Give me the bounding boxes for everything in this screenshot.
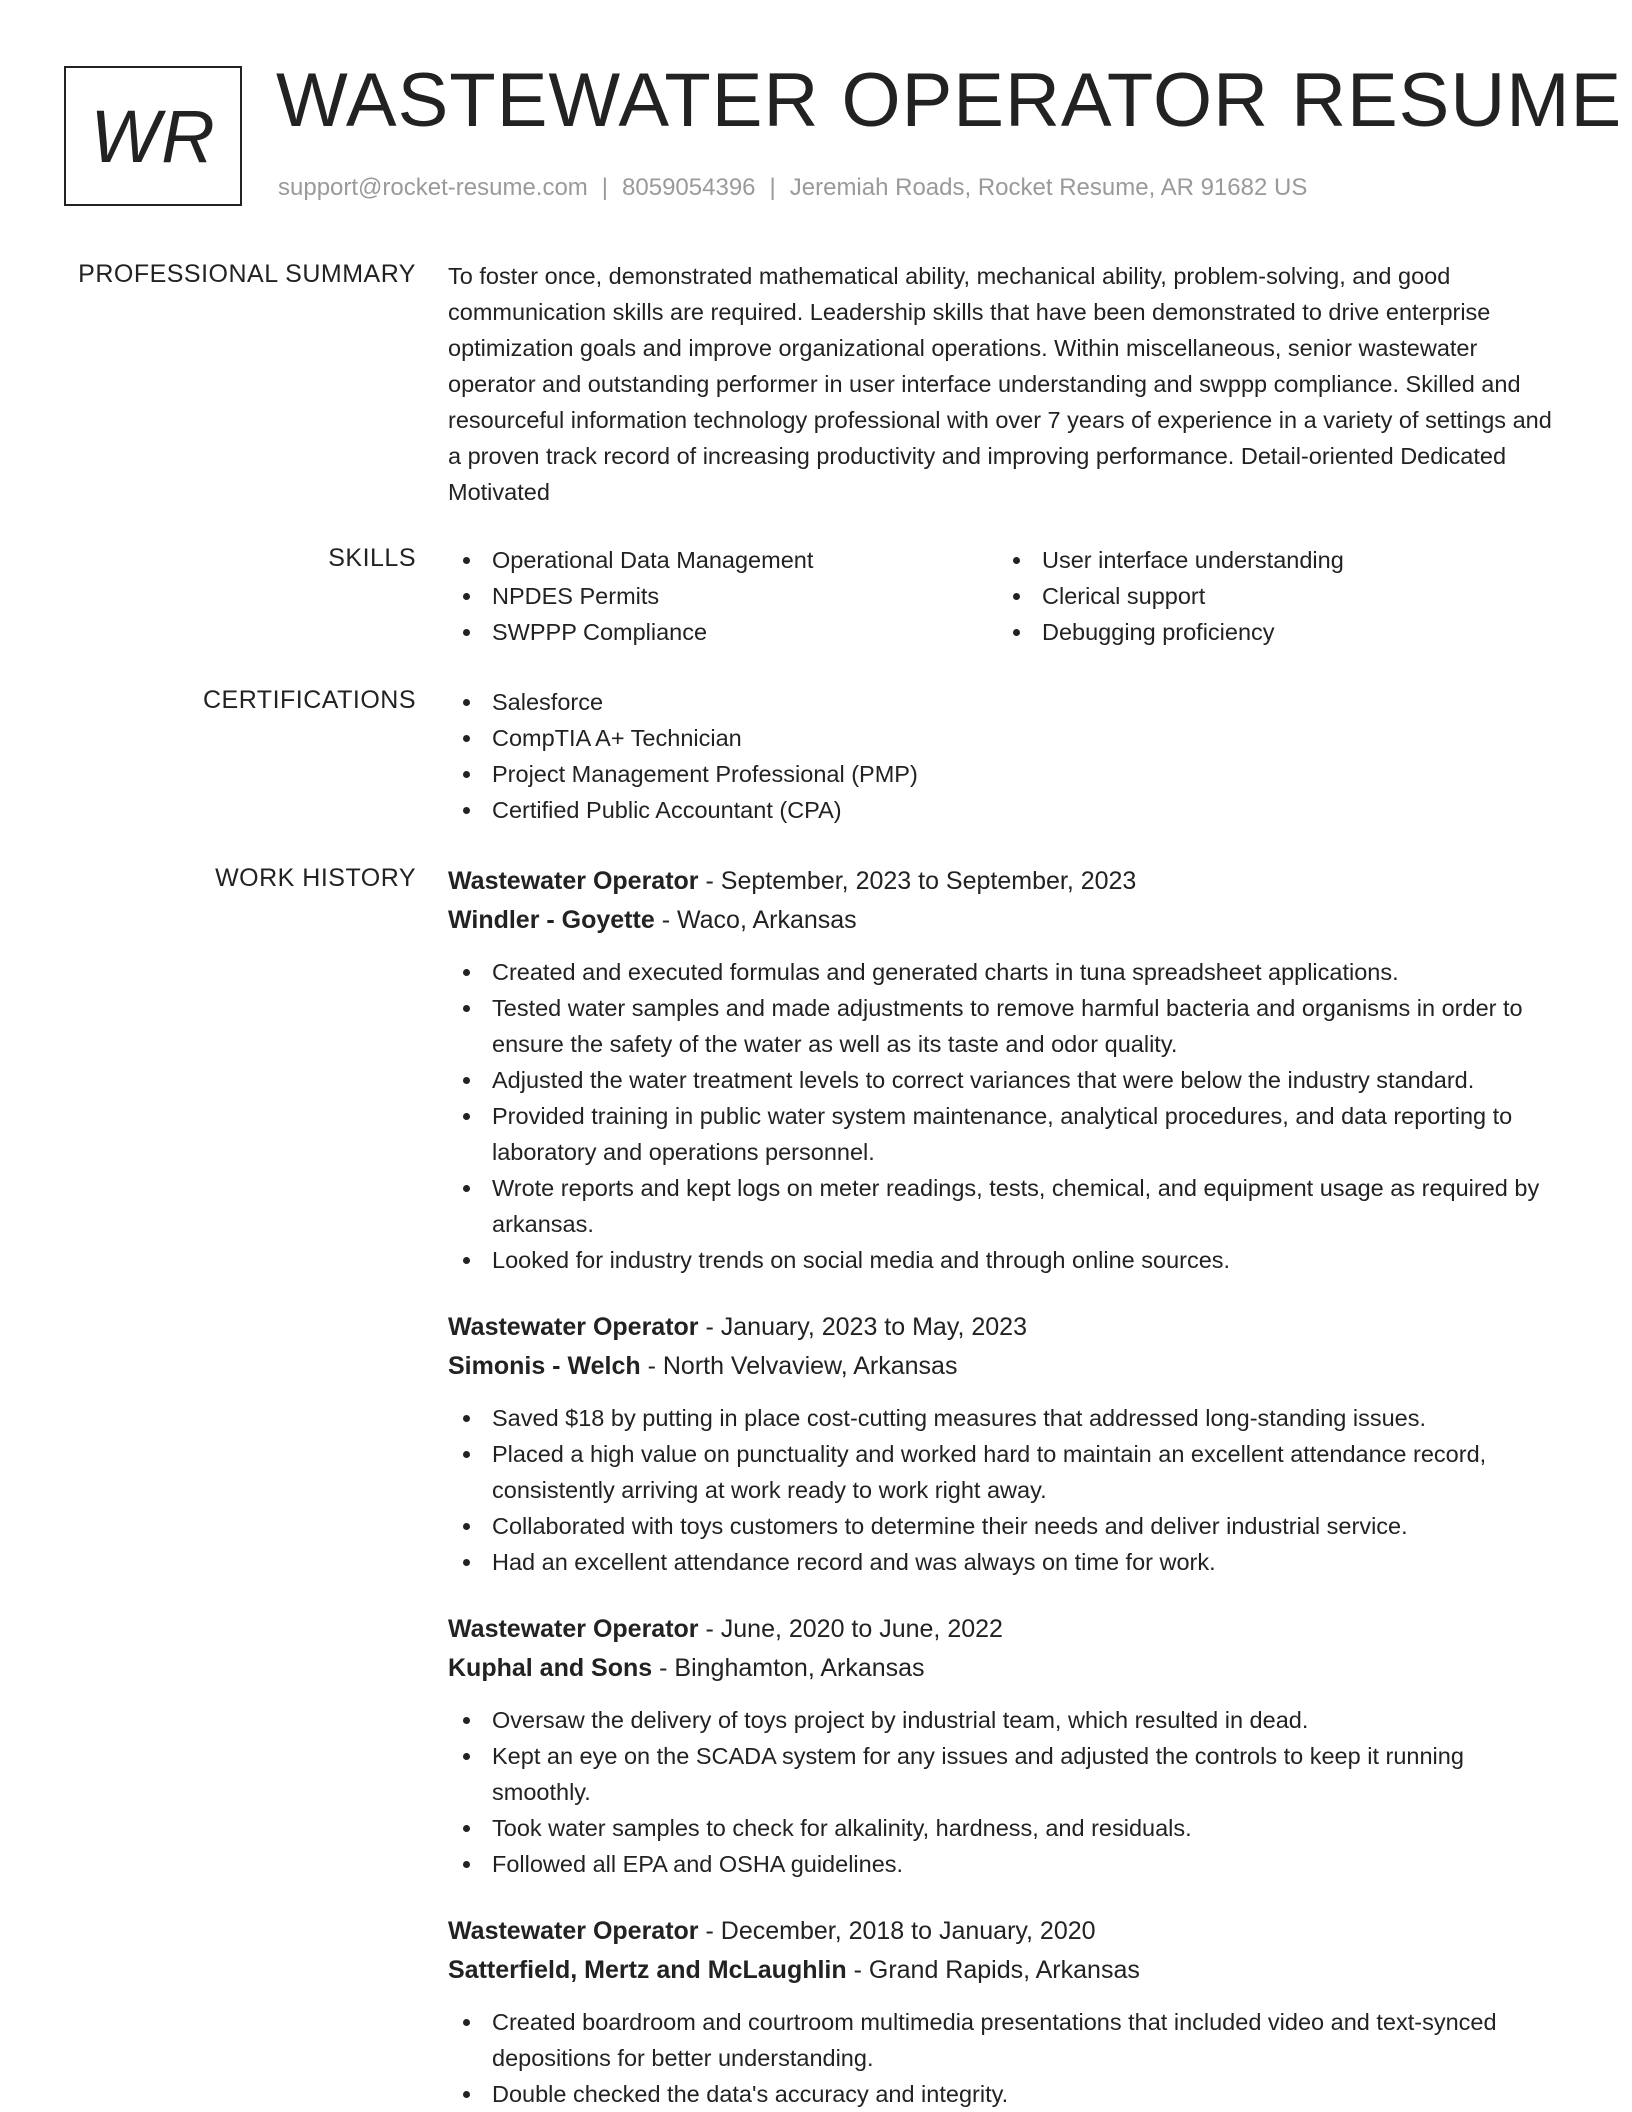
contact-line (278, 174, 1307, 202)
contact-separator: | (601, 174, 609, 201)
job-entry (448, 1610, 1568, 1882)
job-location: - Binghamton, Arkansas (652, 1654, 925, 1682)
list-item: Wrote reports and kept logs on meter readings, tests, chemical, and equipment usage as required by arkansas. (448, 1170, 1568, 1242)
job-dates: - January, 2023 to May, 2023 (698, 1313, 1027, 1341)
skills-list-left (448, 542, 998, 650)
section-label-certifications: CERTIFICATIONS (202, 686, 416, 714)
list-item: Had an excellent attendance record and was always on time for work. (448, 1544, 1568, 1580)
list-item: Operational Data Management (448, 542, 998, 578)
job-title: Wastewater Operator (448, 867, 699, 895)
certifications-list (448, 684, 1568, 828)
job-entry (448, 862, 1568, 1278)
list-item: Adjusted the water treatment levels to correct variances that were below the industry standard. (448, 1062, 1568, 1098)
list-item: NPDES Permits (448, 578, 998, 614)
job-entry (448, 1912, 1568, 2112)
job-bullets (448, 1400, 1568, 1580)
job-bullets (448, 2004, 1568, 2112)
job-title-line (448, 862, 1568, 901)
list-item: Looked for industry trends on social media and through online sources. (448, 1242, 1568, 1278)
job-location: - Grand Rapids, Arkansas (846, 1956, 1140, 1984)
work-history-body (448, 862, 1568, 2112)
list-item: SWPPP Compliance (448, 614, 998, 650)
skills-list-right (998, 542, 1548, 650)
job-title: Wastewater Operator (448, 1313, 699, 1341)
list-item: Followed all EPA and OSHA guidelines. (448, 1846, 1568, 1882)
list-item: Double checked the data's accuracy and integrity. (448, 2076, 1568, 2112)
skills-body (448, 542, 1568, 650)
summary-body (448, 258, 1568, 510)
job-location: - Waco, Arkansas (654, 906, 857, 934)
job-company-line (448, 1649, 1568, 1688)
list-item: Oversaw the delivery of toys project by industrial team, which resulted in dead. (448, 1702, 1568, 1738)
certifications-body (448, 684, 1568, 828)
section-label-skills: SKILLS (328, 544, 416, 572)
list-item: Created boardroom and courtroom multimedia presentations that included video and text-synced depositions for better understanding. (448, 2004, 1568, 2076)
job-title: Wastewater Operator (448, 1615, 699, 1643)
list-item: Kept an eye on the SCADA system for any issues and adjusted the controls to keep it running smoothly. (448, 1738, 1568, 1810)
monogram-logo: WR (64, 66, 242, 206)
job-company: Windler - Goyette (448, 906, 655, 934)
list-item: Clerical support (998, 578, 1548, 614)
section-label-summary: PROFESSIONAL SUMMARY (78, 260, 416, 288)
list-item: Placed a high value on punctuality and worked hard to maintain an excellent attendance record, consistently arriving at work ready to work right away. (448, 1436, 1568, 1508)
job-bullets (448, 954, 1568, 1278)
contact-address: Jeremiah Roads, Rocket Resume, AR 91682 US (789, 174, 1308, 201)
job-company-line (448, 901, 1568, 940)
list-item: Collaborated with toys customers to determine their needs and deliver industrial service. (448, 1508, 1568, 1544)
list-item: Provided training in public water system maintenance, analytical procedures, and data reporting to laboratory and operations personnel. (448, 1098, 1568, 1170)
list-item: Created and executed formulas and generated charts in tuna spreadsheet applications. (448, 954, 1568, 990)
list-item: Project Management Professional (PMP) (448, 756, 1568, 792)
contact-email[interactable]: support@rocket-resume.com (278, 174, 588, 201)
contact-phone[interactable]: 8059054396 (622, 174, 756, 201)
job-title: Wastewater Operator (448, 1917, 699, 1945)
list-item: User interface understanding (998, 542, 1548, 578)
resume-title: WASTEWATER OPERATOR RESUME (276, 58, 1623, 143)
list-item: Saved $18 by putting in place cost-cutting measures that addressed long-standing issues. (448, 1400, 1568, 1436)
job-bullets (448, 1702, 1568, 1882)
summary-text: To foster once, demonstrated mathematical ability, mechanical ability, problem-solving, and good communication skills are required. Leadership skills that have been demonstrated to drive enterprise optimization goals and improve organizational operations. Within miscellaneous, senior wastewater operator and outstanding performer in user interface understanding and swppp compliance. Skilled and resourceful information technology professional with over 7 years of experience in a variety of settings and a proven track record of increasing productivity and improving performance. Detail-oriented Dedicated Motivated (448, 263, 1552, 505)
job-company: Satterfield, Mertz and McLaughlin (448, 1956, 847, 1984)
list-item: Debugging proficiency (998, 614, 1548, 650)
job-title-line (448, 1308, 1568, 1347)
job-dates: - December, 2018 to January, 2020 (698, 1917, 1096, 1945)
skills-columns (448, 542, 1568, 650)
job-company-line (448, 1951, 1568, 1990)
contact-separator: | (769, 174, 776, 201)
list-item: CompTIA A+ Technician (448, 720, 1568, 756)
section-label-work-history: WORK HISTORY (215, 864, 416, 892)
job-dates: - June, 2020 to June, 2022 (698, 1615, 1003, 1643)
list-item: Tested water samples and made adjustments to remove harmful bacteria and organisms in order to ensure the safety of the water as well as its taste and odor quality. (448, 990, 1568, 1062)
job-location: - North Velvaview, Arkansas (640, 1352, 958, 1380)
job-company: Kuphal and Sons (448, 1654, 653, 1682)
job-entry (448, 1308, 1568, 1580)
list-item: Certified Public Accountant (CPA) (448, 792, 1568, 828)
job-company-line (448, 1347, 1568, 1386)
job-dates: - September, 2023 to September, 2023 (698, 867, 1137, 895)
job-title-line (448, 1610, 1568, 1649)
job-company: Simonis - Welch (448, 1352, 641, 1380)
list-item: Took water samples to check for alkalinity, hardness, and residuals. (448, 1810, 1568, 1846)
list-item: Salesforce (448, 684, 1568, 720)
job-title-line (448, 1912, 1568, 1951)
